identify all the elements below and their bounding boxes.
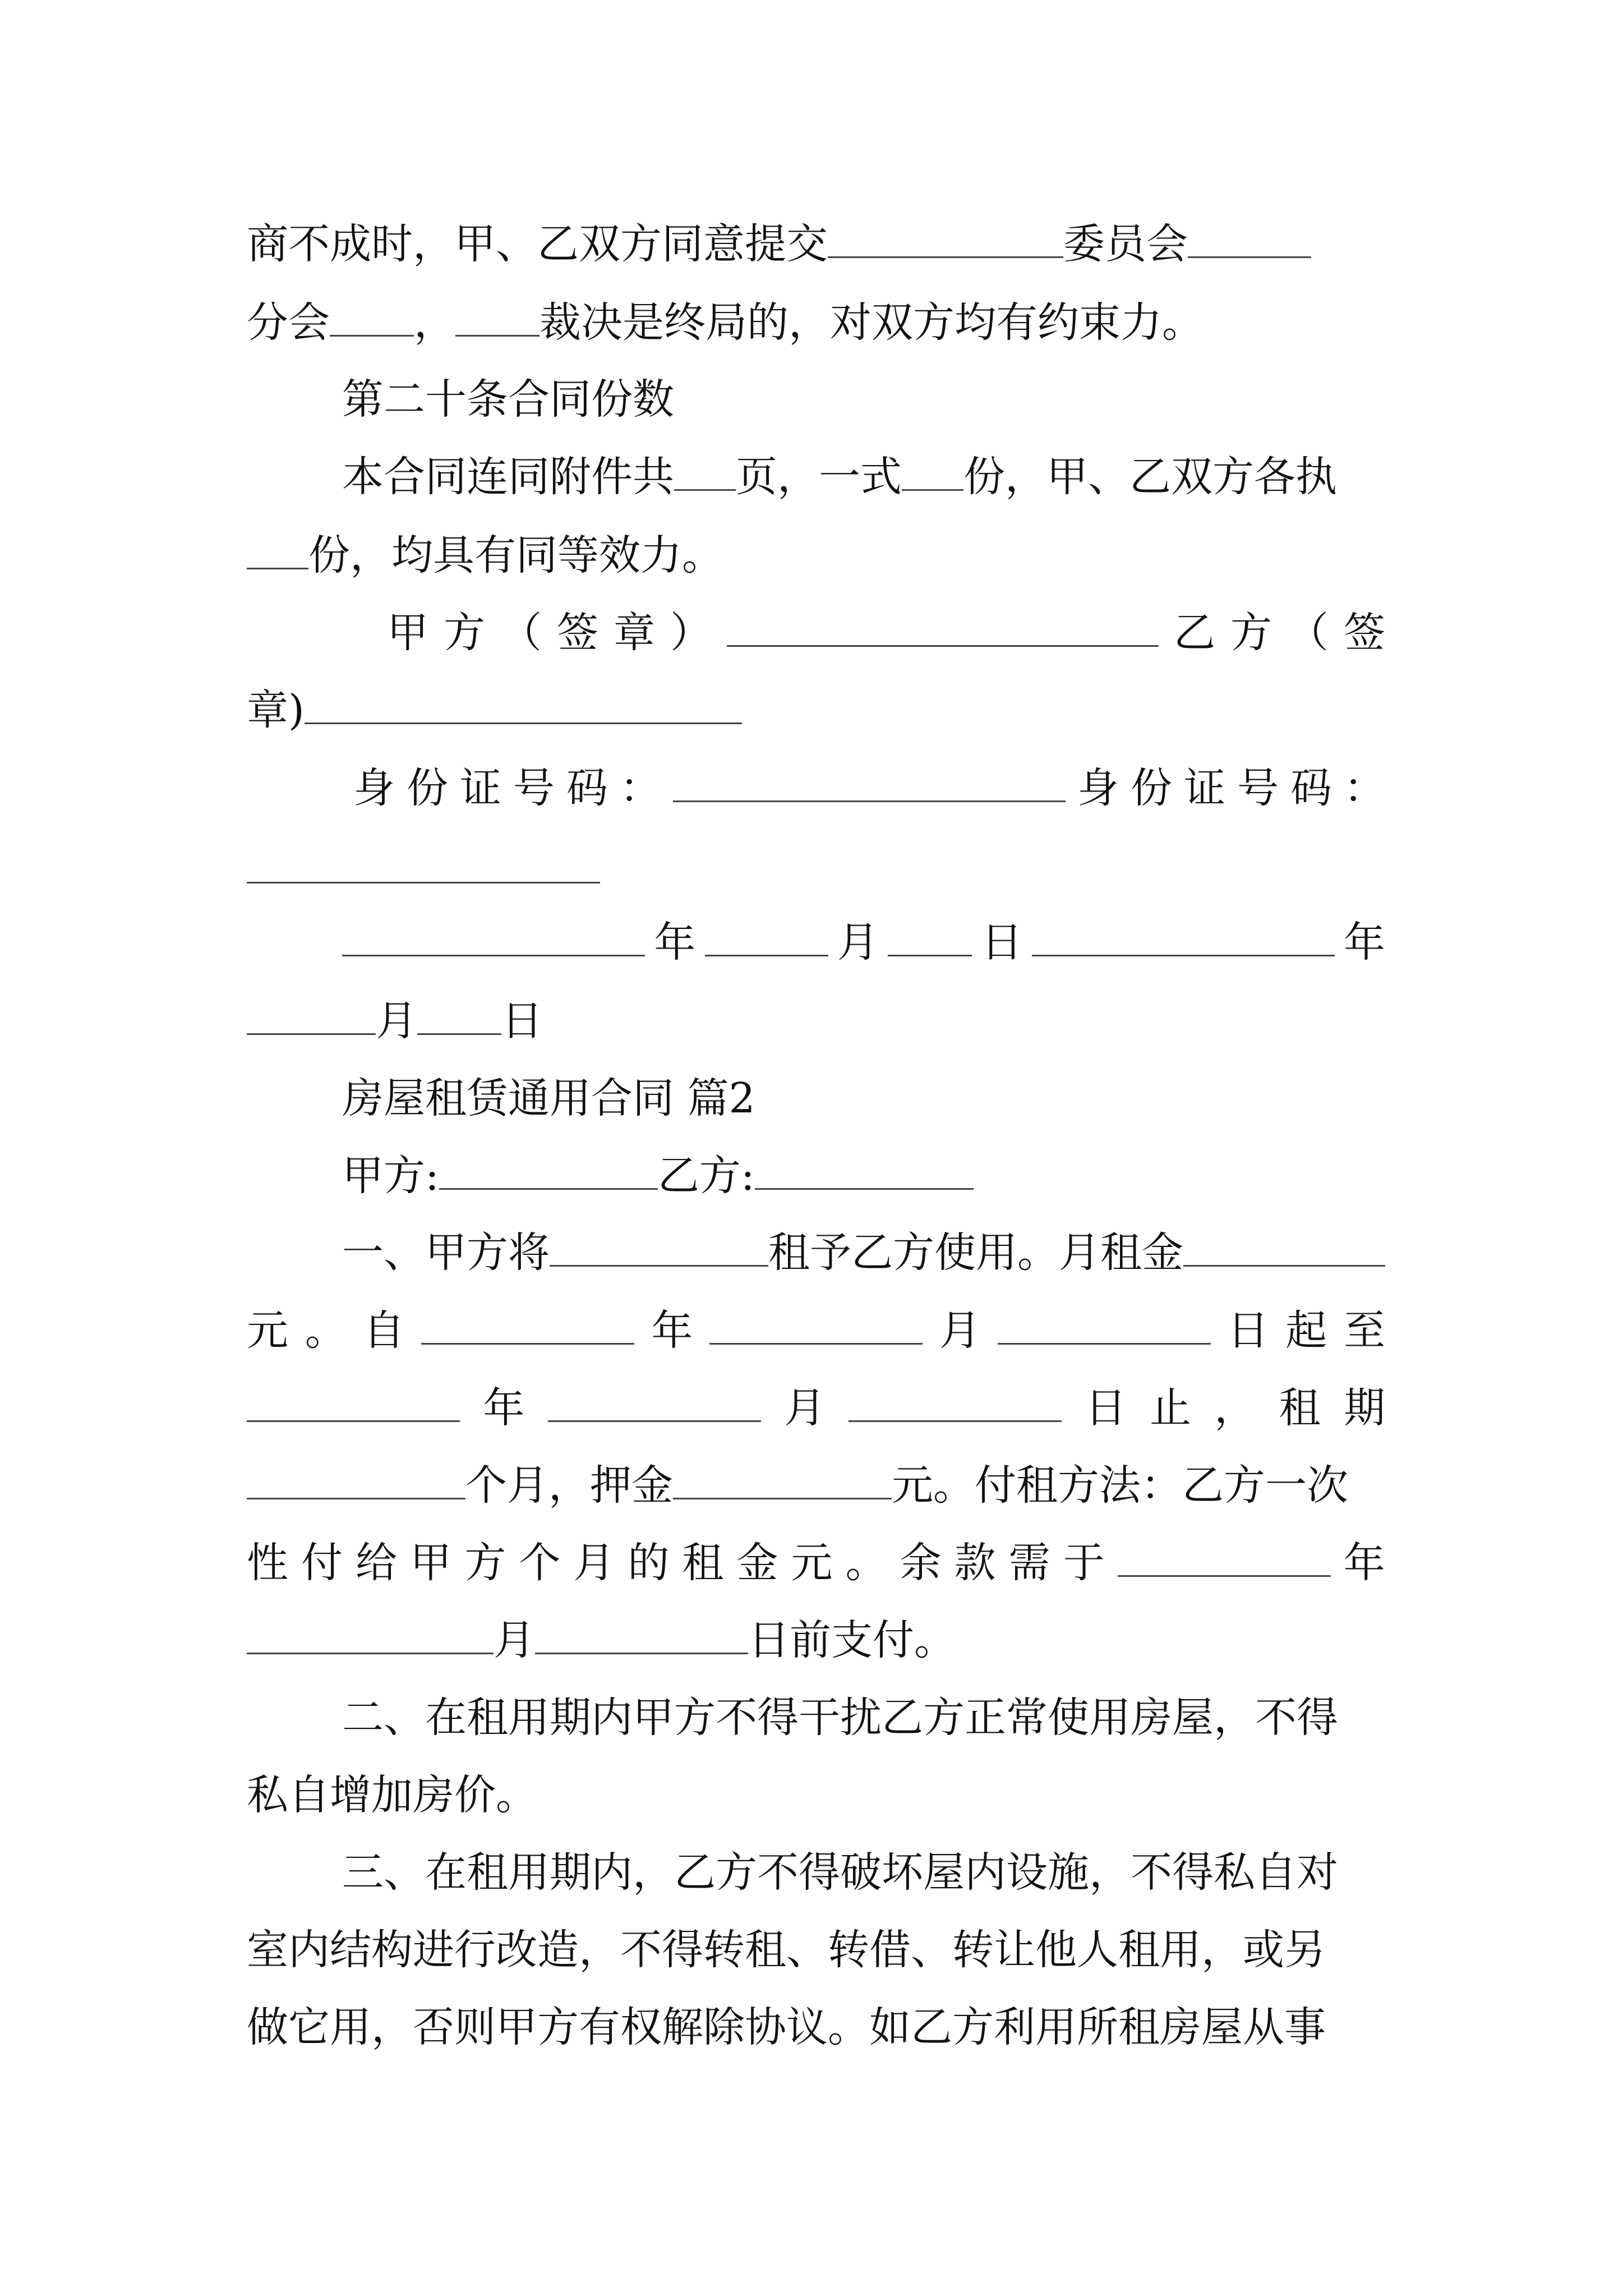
date-line: [342, 914, 1385, 970]
text-segment: 个月，押金: [465, 1461, 673, 1510]
text-segment: 个: [519, 1539, 561, 1587]
text-segment: 金: [736, 1539, 778, 1587]
blank-field: [709, 1308, 923, 1345]
text-segment: 日: [1227, 1306, 1269, 1355]
section-heading: [342, 1070, 1385, 1126]
parties-line: [342, 1148, 1385, 1204]
text-segment: 证: [460, 764, 501, 812]
paragraph-line: [247, 295, 1385, 351]
text-segment: 二、在租用期内甲方不得干扰乙方正常使用房屋，不得: [342, 1694, 1338, 1742]
text-segment: 。: [845, 1539, 887, 1587]
text-segment: 的: [628, 1539, 670, 1587]
blank-field: [247, 1386, 460, 1422]
text-segment: 日前支付。: [748, 1616, 956, 1664]
text-segment: 月: [783, 1384, 826, 1432]
text-segment: ：: [620, 764, 661, 812]
blank-field: [755, 1153, 974, 1190]
paragraph-line: [247, 1380, 1385, 1436]
text-segment: 月: [573, 1539, 615, 1587]
text-segment: 室内结构进行改造，不得转租、转借、转让他人租用，或另: [247, 1926, 1326, 1974]
text-segment: 甲: [410, 1539, 452, 1587]
text-segment: 付: [301, 1539, 343, 1587]
date-line: [247, 993, 1385, 1049]
text-segment: 租: [1279, 1384, 1321, 1432]
paragraph-line: [247, 1767, 1385, 1823]
blank-field: [1188, 222, 1311, 258]
text-segment: 份，甲、乙双方各执: [963, 453, 1337, 501]
blank-field: [247, 999, 376, 1035]
paragraph-line: [342, 449, 1385, 505]
blank-field: [1183, 1230, 1385, 1267]
paragraph-line: [247, 1457, 1385, 1513]
text-segment: 余: [900, 1539, 942, 1587]
text-segment: 年: [1343, 1539, 1385, 1587]
text-segment: 自: [363, 1306, 405, 1355]
text-segment: 元: [247, 1306, 288, 1355]
text-segment: 起: [1285, 1306, 1327, 1355]
text-segment: 身: [1077, 764, 1119, 812]
text-segment: 月: [494, 1616, 535, 1664]
text-segment: 签: [1344, 609, 1385, 657]
text-segment: 号: [1237, 764, 1279, 812]
blank-field: [673, 766, 1066, 802]
text-segment: 元: [791, 1539, 833, 1587]
paragraph-line: [247, 527, 1385, 583]
text-segment: 身: [353, 764, 395, 812]
paragraph-line: [247, 1922, 1385, 1978]
text-segment: （: [500, 609, 542, 657]
text-segment: 章: [614, 609, 655, 657]
text-segment: 章): [247, 686, 305, 734]
text-segment: 。: [305, 1306, 347, 1355]
text-segment: 日: [501, 997, 543, 1045]
blank-field: [828, 222, 1063, 258]
blank-field: [1032, 920, 1335, 956]
text-segment: 私自增加房价。: [247, 1771, 537, 1819]
text-segment: 房屋租赁通用合同 篇2: [342, 1074, 755, 1122]
text-segment: 本合同连同附件共: [342, 453, 674, 501]
text-segment: 年: [651, 1306, 693, 1355]
paragraph-line: [247, 1535, 1385, 1591]
blank-field: [305, 688, 742, 724]
text-segment: 需: [1008, 1539, 1050, 1587]
text-segment: 甲方:: [342, 1152, 439, 1200]
text-segment: 做它用，否则甲方有权解除协议。如乙方利用所租房屋从事: [247, 2003, 1326, 2051]
id-number-line: [353, 760, 1385, 816]
text-segment: 年: [1343, 918, 1385, 967]
text-segment: 给: [356, 1539, 398, 1587]
text-segment: 月: [837, 918, 879, 967]
text-segment: 份: [407, 764, 448, 812]
blank-field: [998, 1308, 1211, 1345]
text-segment: 证: [1184, 764, 1225, 812]
text-segment: 租: [682, 1539, 724, 1587]
blank-field: [247, 533, 308, 569]
blank-field: [548, 1386, 761, 1422]
text-segment: 年: [483, 1384, 525, 1432]
text-segment: 款: [954, 1539, 996, 1587]
text-segment: 签: [557, 609, 598, 657]
paragraph-line: [247, 216, 1385, 272]
text-segment: 方: [464, 1539, 506, 1587]
text-segment: 月: [376, 997, 417, 1045]
text-segment: 日: [1085, 1384, 1127, 1432]
text-segment: 第二十条合同份数: [342, 375, 674, 424]
paragraph-line: [247, 1612, 1385, 1668]
text-segment: 乙方:: [657, 1152, 755, 1200]
blank-field: [455, 300, 540, 337]
paragraph-line: [342, 1225, 1385, 1281]
text-segment: 三、在租用期内，乙方不得破坏屋内设施，不得私自对: [342, 1848, 1338, 1897]
blank-field: [727, 610, 1159, 647]
text-segment: 租予乙方使用。月租金: [768, 1228, 1183, 1277]
text-segment: 委员会: [1063, 220, 1188, 268]
text-segment: ：: [1344, 764, 1385, 812]
text-segment: 期: [1343, 1384, 1385, 1432]
text-segment: 号: [513, 764, 555, 812]
blank-field: [674, 454, 736, 491]
signature-line: [247, 682, 1385, 738]
text-segment: 裁决是终局的，对双方均有约束力。: [540, 298, 1204, 347]
text-segment: ，: [414, 298, 455, 347]
blank-field: [673, 1463, 892, 1499]
blank-field: [439, 1153, 658, 1190]
text-segment: 码: [1290, 764, 1332, 812]
text-segment: 日: [981, 918, 1023, 967]
text-segment: 年: [654, 918, 696, 967]
text-segment: 性: [247, 1539, 288, 1587]
text-segment: 方: [444, 609, 485, 657]
blank-field: [849, 1386, 1062, 1422]
text-segment: 一、甲方将: [342, 1228, 550, 1277]
blank-field: [247, 847, 600, 884]
text-segment: 甲: [387, 609, 428, 657]
text-segment: 方: [1230, 609, 1272, 657]
blank-field: [902, 454, 963, 491]
text-segment: 份: [1131, 764, 1172, 812]
text-segment: 码: [566, 764, 608, 812]
text-segment: ）: [670, 609, 712, 657]
paragraph-line: [247, 841, 1385, 898]
text-segment: （: [1287, 609, 1329, 657]
text-segment: 至: [1343, 1306, 1385, 1355]
blank-field: [1118, 1540, 1331, 1577]
text-segment: 止: [1149, 1384, 1191, 1432]
paragraph-line: [342, 1844, 1385, 1901]
section-heading: [342, 371, 1385, 427]
paragraph-line: [247, 1303, 1385, 1359]
blank-field: [535, 1618, 748, 1654]
text-segment: 分会: [247, 298, 330, 347]
text-segment: 商不成时，甲、乙双方同意提交: [247, 220, 828, 268]
text-segment: 页，一式: [736, 453, 902, 501]
text-segment: 月: [939, 1306, 981, 1355]
blank-field: [888, 920, 972, 956]
signature-line: [387, 605, 1385, 661]
paragraph-line: [247, 1999, 1385, 2055]
blank-field: [330, 300, 414, 337]
paragraph-line: [342, 1690, 1385, 1746]
blank-field: [247, 1463, 465, 1499]
text-segment: 乙: [1174, 609, 1215, 657]
blank-field: [247, 1618, 494, 1654]
text-segment: ，: [1214, 1384, 1256, 1432]
blank-field: [417, 999, 501, 1035]
text-segment: 份，均具有同等效力。: [308, 531, 723, 579]
blank-field: [342, 920, 645, 956]
blank-field: [421, 1308, 634, 1345]
text-segment: 于: [1063, 1539, 1105, 1587]
blank-field: [550, 1230, 768, 1267]
blank-field: [705, 920, 828, 956]
text-segment: 元。付租方法：乙方一次: [892, 1461, 1348, 1510]
